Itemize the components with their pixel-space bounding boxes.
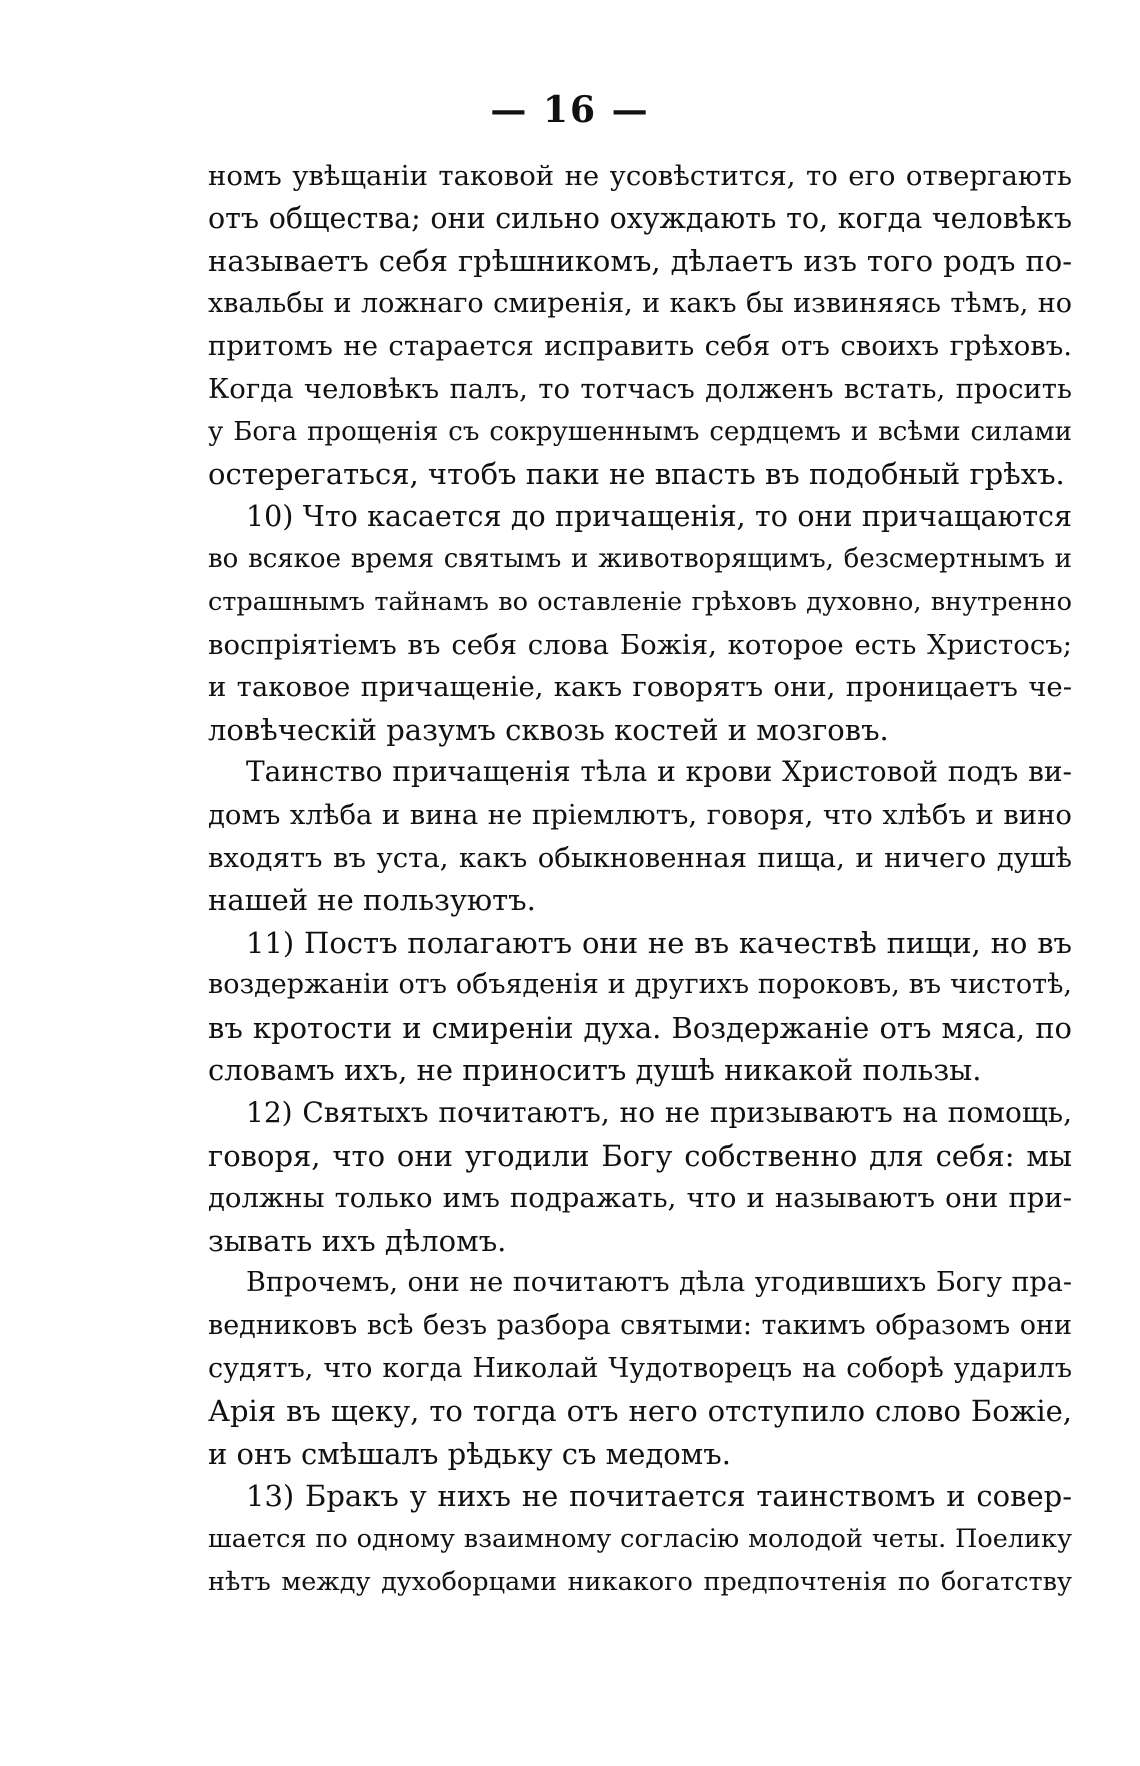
text-line: воспріятіемъ въ себя слова Божія, которое есть Христосъ;: [208, 628, 1072, 661]
body-text: [208, 155, 1072, 1603]
text-line: 10) Что касается до причащенія, то они причащаются: [246, 499, 1072, 533]
text-line: нѣтъ между духоборцами никакого предпочтенія по богатству: [208, 1566, 1072, 1597]
text-line: хвальбы и ложнаго смиренія, и какъ бы извиняясь тѣмъ, но: [208, 287, 1072, 319]
text-line: 12) Святыхъ почитаютъ, но не призываютъ на помощь,: [246, 1096, 1072, 1130]
text-line: нашей не пользуютъ.: [208, 883, 536, 918]
paragraph: [208, 1262, 1072, 1475]
text-line: ловѣческій разумъ сквозь костей и мозговъ.: [208, 712, 889, 747]
paragraph: [208, 922, 1072, 1092]
text-line: словамъ ихъ, не приноситъ душѣ никакой пользы.: [208, 1053, 982, 1088]
text-line: и онъ смѣшалъ рѣдьку съ медомъ.: [208, 1436, 731, 1471]
text-line: домъ хлѣба и вина не пріемлютъ, говоря, что хлѣбъ и вино: [208, 798, 1072, 831]
paragraph: [208, 155, 1072, 496]
text-line: и таковое причащеніе, какъ говорятъ они, проницаетъ че-: [208, 671, 1072, 704]
text-line: воздержаніи отъ объяденія и другихъ пороковъ, въ чистотѣ,: [208, 969, 1072, 1001]
paragraph: [208, 751, 1072, 921]
text-line: входятъ въ уста, какъ обыкновенная пища, и ничего душѣ: [208, 841, 1072, 874]
text-line: остерегаться, чтобъ паки не впасть въ подобный грѣхъ.: [208, 457, 1065, 492]
paragraph: [208, 496, 1072, 752]
text-line: Впрочемъ, они не почитаютъ дѣла угодившихъ Богу пра-: [246, 1267, 1072, 1299]
text-line: во всякое время святымъ и животворящимъ, безсмертнымъ и: [208, 544, 1072, 575]
text-line: отъ общества; они сильно охуждають то, когда человѣкъ: [208, 201, 1072, 235]
text-line: Таинство причащенія тѣла и крови Христовой подъ ви-: [246, 755, 1072, 789]
text-line: у Бога прощенія съ сокрушеннымъ сердцемъ и всѣми силами: [208, 416, 1072, 447]
text-line: должны только имъ подражать, что и называютъ они при-: [208, 1182, 1072, 1215]
text-line: говоря, что они угодили Богу собственно для себя: мы: [208, 1138, 1072, 1173]
text-line: ведниковъ всѣ безъ разбора святыми: такимъ образомъ они: [208, 1310, 1072, 1342]
text-line: 13) Бракъ у нихъ не почитается таинствомъ и совер-: [246, 1479, 1072, 1514]
text-line: зывать ихъ дѣломъ.: [208, 1223, 507, 1258]
text-line: номъ увѣщаніи таковой не усовѣстится, то его отвергають: [208, 160, 1072, 192]
text-line: шается по одному взаимному согласію молодой четы. Поелику: [208, 1524, 1072, 1554]
text-line: называетъ себя грѣшникомъ, дѣлаетъ изъ того родъ по-: [208, 244, 1072, 279]
paragraph: [208, 1475, 1072, 1603]
text-line: Арія въ щеку, то тогда отъ него отступило слово Божіе,: [208, 1394, 1072, 1429]
text-line: 11) Постъ полагаютъ они не въ качествѣ пищи, но въ: [246, 925, 1072, 960]
text-line: Когда человѣкъ палъ, то тотчасъ долженъ встать, просить: [208, 372, 1072, 405]
text-line: притомъ не старается исправить себя отъ своихъ грѣховъ.: [208, 330, 1072, 363]
paragraph: [208, 1092, 1072, 1262]
page-number: — 16 —: [490, 89, 650, 131]
text-line: въ кротости и смиреніи духа. Воздержаніе отъ мяса, по: [208, 1010, 1072, 1045]
text-line: страшнымъ тайнамъ во оставленіе грѣховъ духовно, внутренно: [208, 586, 1072, 617]
text-line: судятъ, что когда Николай Чудотворецъ на соборѣ ударилъ: [208, 1352, 1072, 1384]
